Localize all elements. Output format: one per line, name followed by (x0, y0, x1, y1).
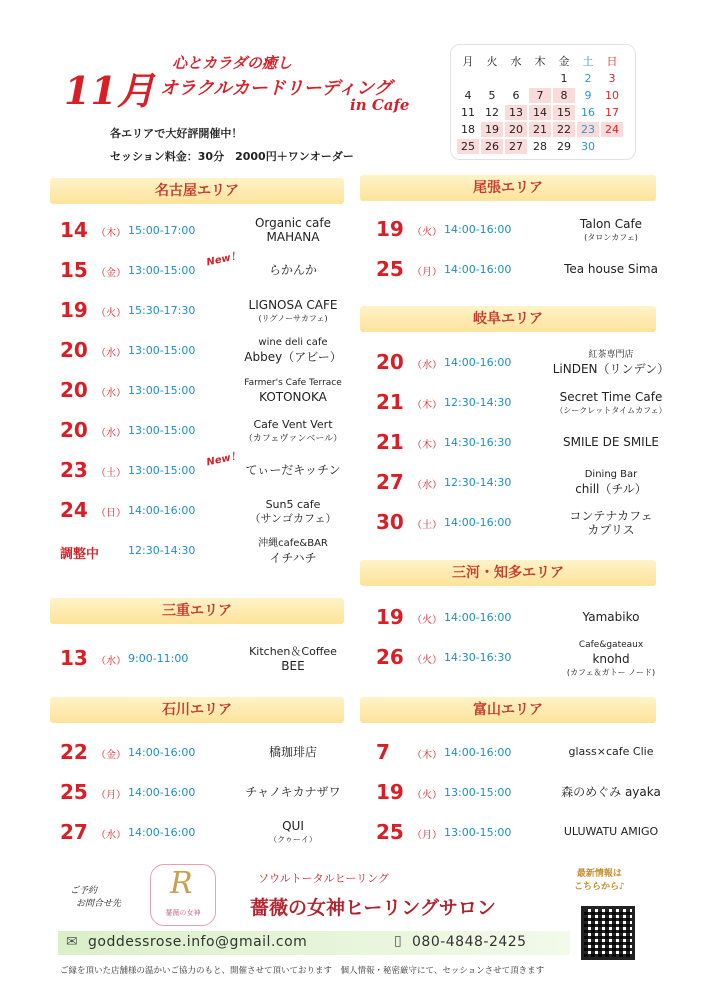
calendar-day: 18 (461, 123, 475, 136)
event-time: 13:00-15:00 (444, 826, 512, 839)
event-weekday: （木） (412, 400, 442, 411)
event-venue (208, 298, 378, 326)
event-day: 25 (376, 257, 404, 281)
reservation-line2: お問合せ先 (76, 899, 122, 909)
calendar (450, 44, 636, 160)
calendar-day: 12 (485, 106, 499, 119)
venue-line1: Dining Bar (584, 469, 638, 480)
event-day: 14 (60, 218, 88, 242)
event-venue (526, 390, 696, 418)
weekday: 火 (486, 55, 498, 68)
event-time: 13:00-15:00 (128, 384, 196, 397)
section-nagoya: 名古屋エリア (50, 178, 344, 204)
footer-note: ご縁を頂いた店舗様の温かいご協力のもと、開催させて頂いております 個人情報・秘密厳守にて、セッションさせて頂きます (60, 966, 545, 976)
event-venue (526, 638, 696, 680)
qr-code-icon[interactable] (581, 906, 635, 960)
venue-line2: BEE (281, 659, 305, 673)
weekday: 水 (510, 55, 522, 68)
event-time: 13:00-15:00 (128, 424, 196, 437)
venue-line2: カプリス (587, 523, 635, 537)
venue-line2: (タロンカフェ) (584, 233, 638, 242)
event-venue (526, 468, 696, 496)
event-venue (208, 537, 378, 565)
calendar-day: 29 (557, 140, 571, 153)
event-day: 25 (60, 780, 88, 804)
venue-line1: LIGNOSA CAFE (248, 298, 338, 312)
event-time: 15:00-17:00 (128, 224, 196, 237)
event-row (60, 250, 350, 291)
calendar-day: 15 (553, 105, 575, 120)
calendar-weekdays (457, 53, 623, 69)
event-venue (208, 745, 378, 759)
weekday: 日 (606, 55, 618, 68)
event-time: 14:00-16:00 (128, 746, 196, 759)
event-row (60, 373, 350, 411)
event-row (60, 213, 350, 251)
event-row (376, 735, 666, 773)
event-row (376, 640, 666, 678)
event-day: 23 (60, 458, 88, 482)
event-day: 26 (376, 645, 404, 669)
event-day-pending: 調整中 (60, 547, 100, 562)
event-time: 12:30-14:30 (128, 544, 196, 557)
event-day: 15 (60, 258, 88, 282)
venue-line1: QUI (282, 819, 304, 833)
calendar-day: 26 (481, 139, 503, 154)
calendar-day (457, 71, 479, 86)
venue-line1: wine deli cafe (258, 337, 328, 348)
venue-line1: Sun5 cafe (265, 498, 321, 511)
venue-line1: 森のめぐみ ayaka (561, 785, 661, 799)
event-venue (208, 463, 378, 477)
latest-info-label (574, 868, 625, 894)
new-badge: New！ (205, 450, 242, 469)
event-venue (208, 263, 378, 277)
event-day: 22 (60, 740, 88, 764)
event-venue (526, 262, 696, 276)
calendar-week (457, 71, 623, 86)
page-title: オラクルカードリーディング (160, 78, 392, 99)
calendar-day (529, 71, 551, 86)
event-venue (208, 785, 378, 799)
phone-number[interactable]: 080-4848-2425 (412, 934, 527, 950)
event-time: 14:00-16:00 (444, 516, 512, 529)
calendar-day: 7 (529, 88, 551, 103)
event-time: 13:00-15:00 (128, 264, 196, 277)
calendar-day: 19 (481, 122, 503, 137)
new-badge: New！ (205, 250, 242, 269)
event-time: 15:30-17:30 (128, 304, 196, 317)
event-row (376, 600, 666, 638)
event-time: 14:30-16:30 (444, 651, 512, 664)
venue-line1: Farmer's Cafe Terrace (244, 378, 342, 388)
intro-text: 各エリアで大好評開催中！ (110, 127, 243, 140)
salon-tagline: ソウルトータルヒーリング (258, 872, 390, 885)
page-subtitle: in Cafe (350, 96, 410, 114)
event-weekday: （月） (96, 790, 126, 801)
calendar-day (505, 71, 527, 86)
calendar-day: 5 (488, 89, 496, 102)
event-venue (208, 418, 378, 446)
weekday: 月 (462, 55, 474, 68)
event-weekday: （火） (412, 227, 442, 238)
event-day: 19 (376, 605, 404, 629)
reservation-line1: ご予約 (70, 886, 98, 896)
venue-line1: Kitchen＆Coffee (249, 645, 337, 658)
section-toyama: 富山エリア (360, 697, 656, 723)
venue-line1: 橋珈琲店 (268, 745, 317, 759)
calendar-week (457, 105, 623, 120)
calendar-day: 30 (581, 140, 595, 153)
event-venue (208, 498, 378, 526)
event-day: 20 (376, 350, 404, 374)
calendar-day: 8 (553, 88, 575, 103)
event-time: 12:30-14:30 (444, 396, 512, 409)
venue-line1: Talon Cafe (579, 217, 643, 231)
event-day: 27 (376, 470, 404, 494)
event-weekday: （水） (96, 830, 126, 841)
event-row (376, 775, 666, 813)
section-mie: 三重エリア (50, 598, 344, 624)
calendar-day: 24 (601, 122, 623, 137)
venue-line2: Abbey（アビー） (244, 350, 342, 364)
event-weekday: （火） (412, 790, 442, 801)
event-weekday: （火） (412, 615, 442, 626)
event-time: 14:30-16:30 (444, 436, 512, 449)
month-title: 11月 (64, 68, 155, 113)
event-row (60, 293, 350, 331)
calendar-day (601, 139, 623, 154)
section-owari: 尾張エリア (360, 175, 656, 201)
venue-line2: MAHANA (266, 230, 320, 244)
venue-line1: らかんか (268, 263, 317, 277)
venue-line1: チャノキカナザワ (245, 785, 341, 799)
event-weekday: （金） (96, 268, 126, 279)
venue-line2: KOTONOKA (259, 390, 327, 404)
calendar-week (457, 122, 623, 137)
venue-line1: コンテナカフェ (569, 509, 653, 523)
venue-line1: 紅茶専門店 (588, 350, 634, 360)
event-weekday: （火） (412, 655, 442, 666)
calendar-day: 22 (553, 122, 575, 137)
event-weekday: （水） (96, 428, 126, 439)
section-ishikawa: 石川エリア (50, 697, 344, 723)
logo-name: 薔薇の女神 (165, 909, 201, 917)
event-time: 14:00-16:00 (444, 746, 512, 759)
event-weekday: （火） (96, 308, 126, 319)
venue-line2: knohd (592, 652, 630, 666)
event-row (60, 493, 350, 531)
calendar-day: 23 (577, 122, 599, 137)
venue-line1: SMILE DE SMILE (562, 435, 659, 449)
event-day: 7 (376, 740, 390, 764)
event-time: 14:00-16:00 (444, 263, 512, 276)
event-venue (208, 376, 378, 404)
event-row (376, 465, 666, 503)
reservation-label (70, 885, 121, 911)
event-venue (526, 348, 696, 376)
event-row (376, 385, 666, 423)
venue-line2: （サンゴカフェ） (249, 512, 337, 525)
event-time: 14:00-16:00 (128, 826, 196, 839)
event-day: 21 (376, 390, 404, 414)
calendar-day: 20 (505, 122, 527, 137)
mail-icon: ✉ (66, 934, 78, 950)
event-venue (526, 217, 696, 245)
event-day: 19 (376, 780, 404, 804)
event-weekday: （日） (96, 508, 126, 519)
event-time: 13:00-15:00 (128, 464, 196, 477)
event-weekday: （木） (412, 750, 442, 761)
event-weekday: （水） (412, 480, 442, 491)
calendar-day: 11 (461, 106, 475, 119)
event-time: 13:00-15:00 (444, 786, 512, 799)
event-venue (526, 435, 696, 449)
venue-line2: (リグノーサカフェ) (258, 314, 328, 323)
tagline: 心とカラダの癒し (172, 54, 292, 72)
venue-line1: Tea house Sima (564, 262, 658, 276)
event-venue (208, 645, 378, 673)
event-day: 25 (376, 820, 404, 844)
calendar-week (457, 88, 623, 103)
venue-line2: LiNDEN（リンデン） (552, 362, 670, 376)
venue-line2: （カフェヴァンベール） (243, 434, 343, 444)
event-row (376, 815, 666, 853)
event-row (376, 252, 666, 290)
event-weekday: （木） (412, 440, 442, 451)
venue-line1: Organic cafe (254, 216, 332, 230)
latest-line2: こちらから♪ (574, 882, 625, 892)
venue-line3: (カフェ＆ガトー ノード) (566, 668, 656, 677)
event-row (60, 815, 350, 853)
venue-line1: Yamabiko (582, 610, 640, 624)
event-day: 13 (60, 646, 88, 670)
venue-line1: Cafe Vent Vert (253, 418, 333, 431)
event-row (60, 735, 350, 773)
calendar-day: 4 (464, 89, 472, 102)
event-weekday: （金） (96, 750, 126, 761)
event-day: 24 (60, 498, 88, 522)
weekday: 木 (534, 55, 546, 68)
venue-line1: Secret Time Cafe (559, 390, 663, 404)
event-row (60, 775, 350, 813)
event-row (376, 345, 670, 383)
event-day: 20 (60, 418, 88, 442)
email-link[interactable]: goddessrose.info@gmail.com (88, 934, 308, 950)
calendar-day: 27 (505, 139, 527, 154)
event-day: 19 (376, 217, 404, 241)
calendar-day (481, 71, 503, 86)
event-venue (208, 216, 378, 244)
event-row (376, 425, 666, 463)
event-time: 14:00-16:00 (444, 223, 512, 236)
event-day: 27 (60, 820, 88, 844)
calendar-day: 9 (584, 89, 592, 102)
event-row (60, 641, 350, 679)
calendar-day: 13 (505, 105, 527, 120)
venue-line1: ULUWATU AMIGO (563, 825, 659, 838)
weekday: 金 (558, 55, 570, 68)
event-day: 20 (60, 378, 88, 402)
calendar-day: 10 (605, 89, 619, 102)
venue-line1: 沖縄cafe&BAR (258, 538, 328, 549)
venue-line2: （シークレットタイムカフェ） (555, 406, 667, 415)
event-time: 12:30-14:30 (444, 476, 512, 489)
event-weekday: （水） (412, 360, 442, 371)
event-day: 21 (376, 430, 404, 454)
event-row (60, 533, 350, 571)
event-row (60, 333, 350, 371)
price-text: セッション料金：30分 2000円＋ワンオーダー (110, 150, 354, 163)
event-venue (208, 336, 378, 364)
section-mikawa: 三河・知多エリア (360, 560, 656, 586)
event-venue (208, 819, 378, 847)
weekday: 土 (582, 55, 594, 68)
event-row (376, 505, 666, 543)
event-day: 19 (60, 298, 88, 322)
event-weekday: （土） (412, 520, 442, 531)
venue-line1: glass×cafe Clie (568, 745, 654, 758)
event-row (60, 450, 350, 491)
event-venue (526, 509, 696, 537)
section-gifu: 岐阜エリア (360, 306, 656, 332)
event-time: 13:00-15:00 (128, 344, 196, 357)
calendar-day: 17 (605, 106, 619, 119)
calendar-day: 21 (529, 122, 551, 137)
event-day: 30 (376, 510, 404, 534)
event-venue (526, 785, 696, 799)
latest-line1: 最新情報は (576, 869, 622, 879)
calendar-day: 16 (581, 106, 595, 119)
event-weekday: （水） (96, 348, 126, 359)
event-time: 14:00-16:00 (444, 611, 512, 624)
calendar-table (455, 51, 625, 156)
venue-line2: （クゥーイ） (269, 835, 317, 844)
calendar-day: 3 (608, 72, 616, 85)
calendar-day: 6 (512, 89, 520, 102)
event-time: 9:00-11:00 (128, 652, 189, 665)
logo-rose-icon: R (170, 866, 193, 901)
calendar-day: 1 (560, 72, 568, 85)
venue-line1: てぃーだキッチン (245, 463, 341, 477)
event-venue (526, 825, 696, 839)
event-weekday: （木） (96, 228, 126, 239)
event-venue (526, 745, 696, 759)
event-weekday: （月） (412, 267, 442, 278)
calendar-day: 14 (529, 105, 551, 120)
event-time: 14:00-16:00 (444, 356, 512, 369)
calendar-day: 2 (584, 72, 592, 85)
venue-line1: Cafe&gateaux (578, 640, 644, 650)
event-weekday: （月） (412, 830, 442, 841)
calendar-week (457, 139, 623, 154)
venue-line2: イチハチ (269, 551, 317, 565)
calendar-day: 25 (457, 139, 479, 154)
salon-name: 薔薇の女神ヒーリングサロン (250, 897, 496, 919)
event-weekday: （水） (96, 388, 126, 399)
event-weekday: （土） (96, 468, 126, 479)
event-time: 14:00-16:00 (128, 504, 196, 517)
event-row (60, 413, 350, 451)
venue-line2: chill（チル） (575, 482, 647, 496)
calendar-day: 28 (533, 140, 547, 153)
event-weekday: （水） (96, 656, 126, 667)
event-day: 20 (60, 338, 88, 362)
event-row (376, 212, 666, 250)
event-venue (526, 610, 696, 624)
phone-icon: ▯ (394, 933, 402, 949)
event-time: 14:00-16:00 (128, 786, 196, 799)
